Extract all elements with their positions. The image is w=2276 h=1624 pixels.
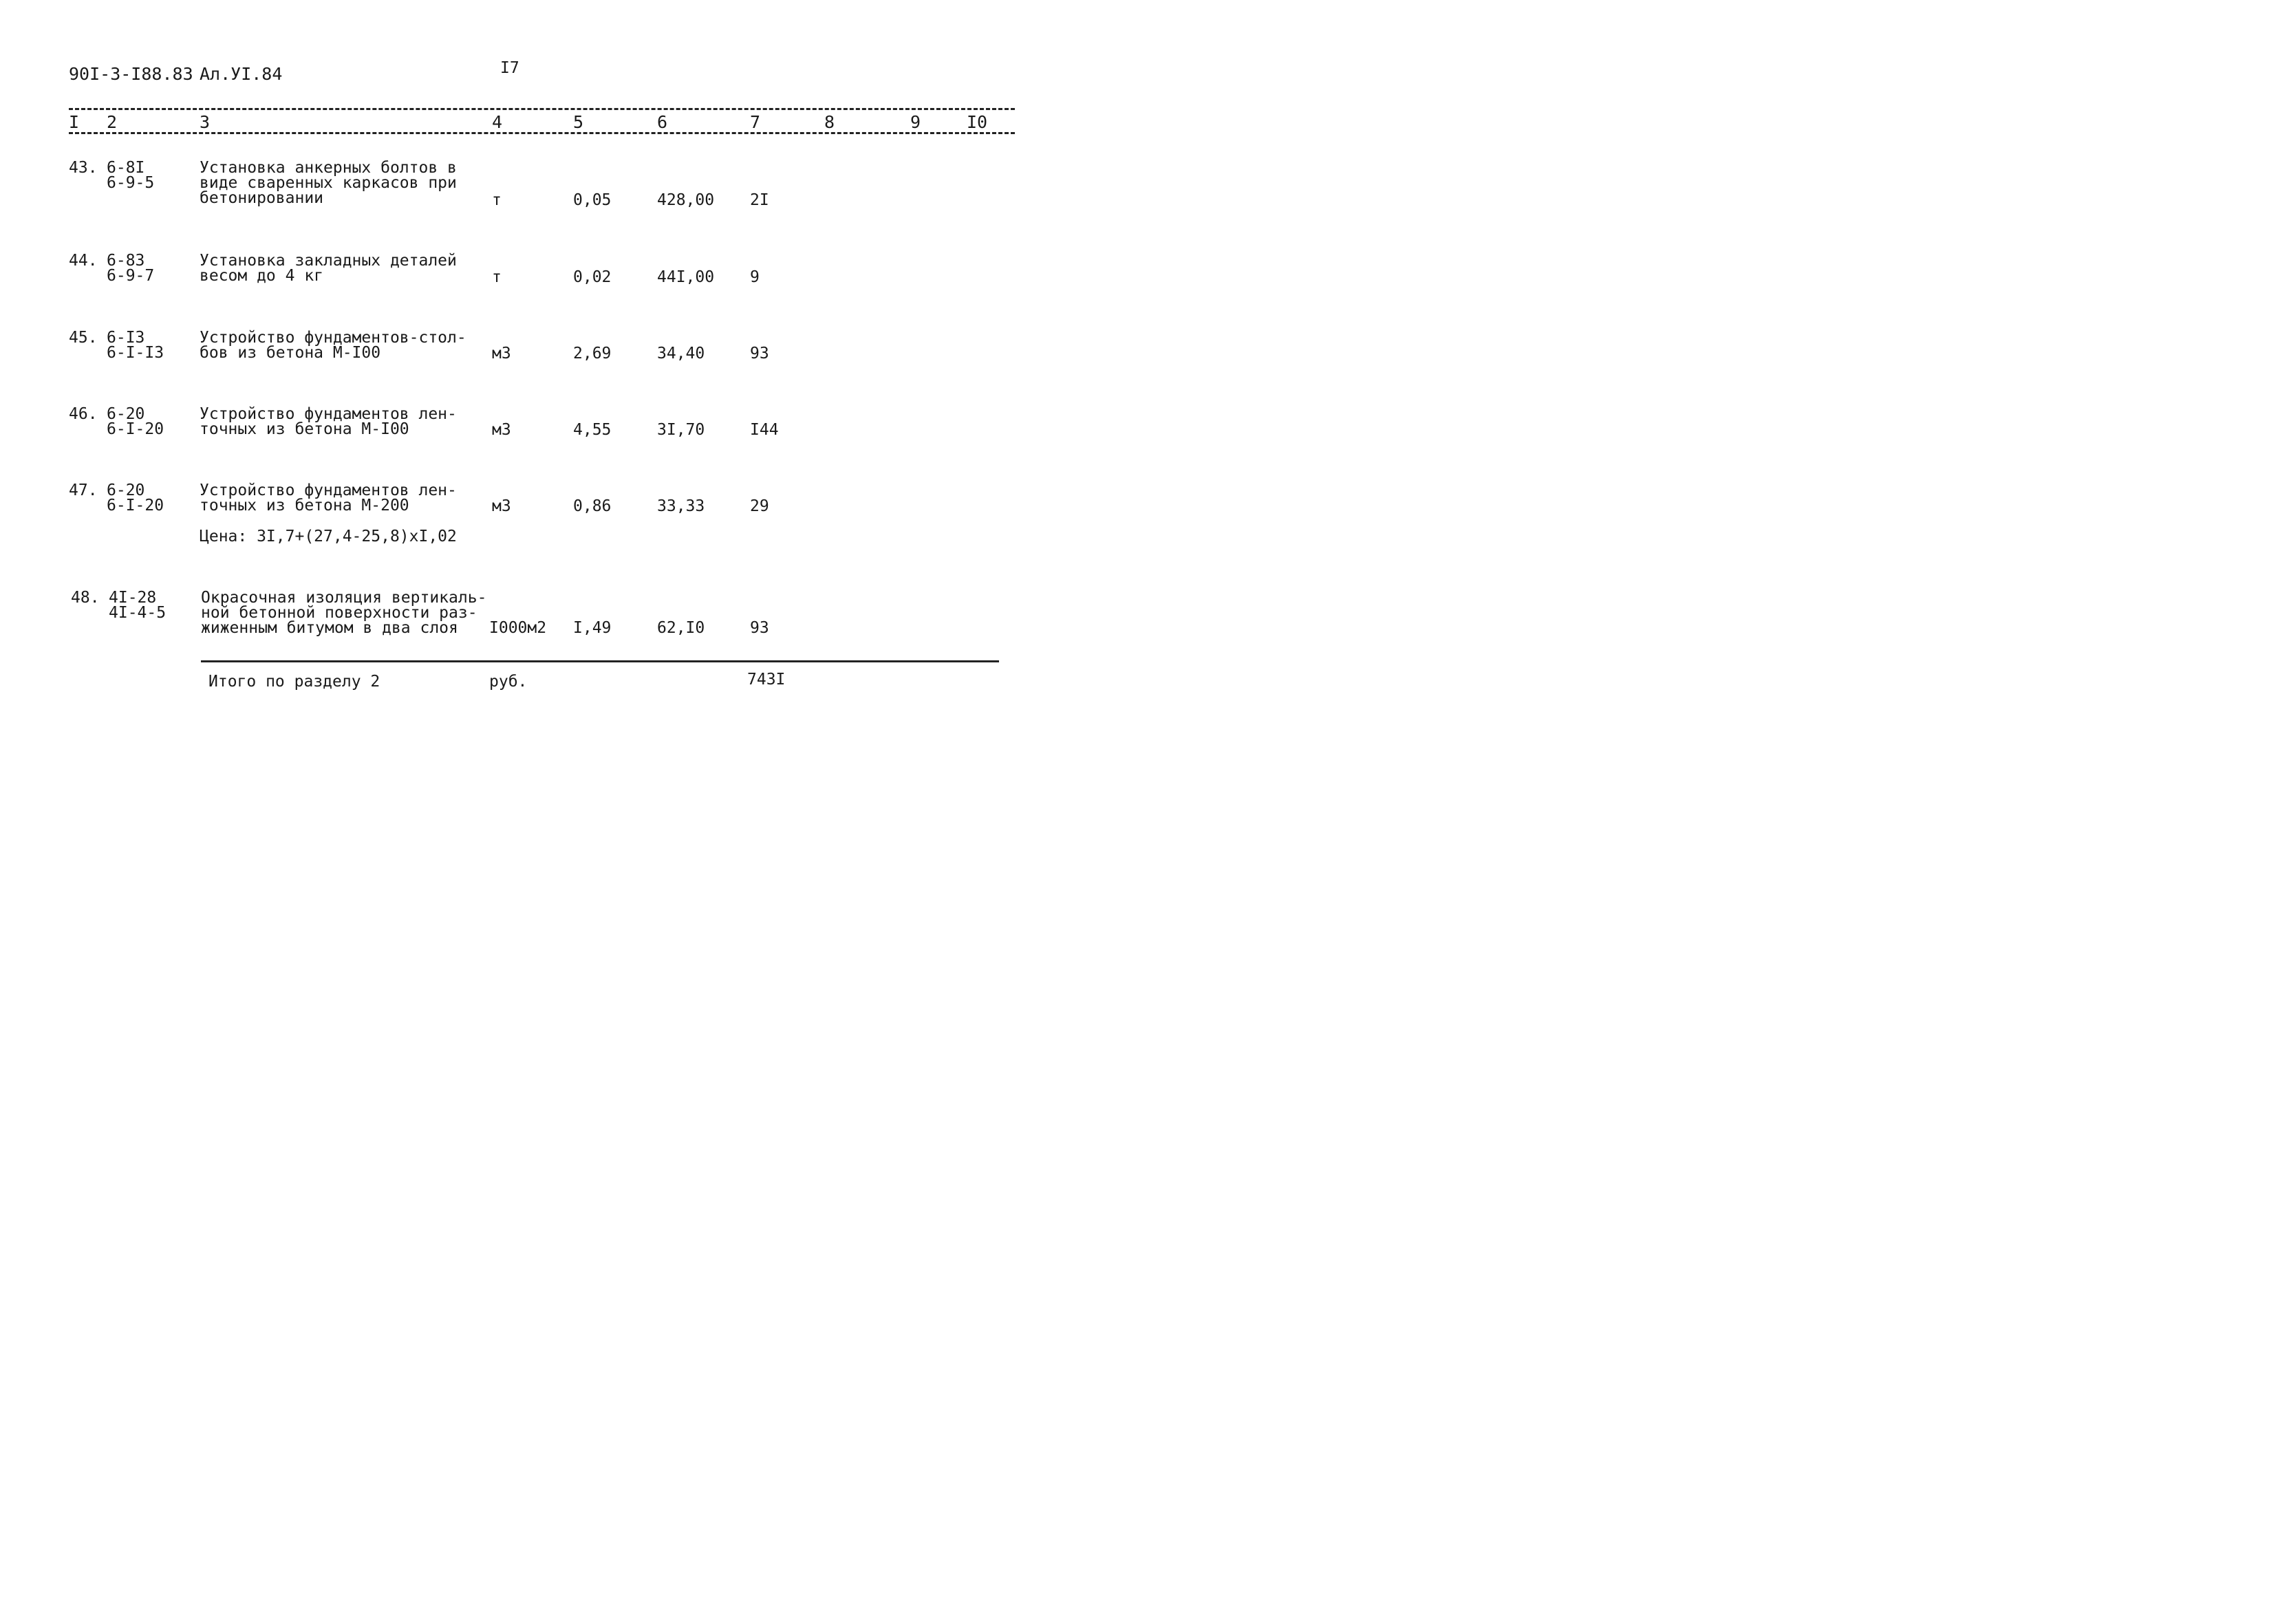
quantity: 4,55	[573, 421, 612, 439]
price-formula-note: Цена: 3I,7+(27,4-25,8)xI,02	[200, 528, 457, 545]
description-line: бетонировании	[200, 189, 324, 207]
work-description	[201, 590, 486, 636]
norm-code-secondary: 6-9-5	[107, 174, 155, 192]
work-description	[200, 160, 457, 206]
norm-code-secondary: 6-9-7	[107, 267, 155, 285]
quantity: I,49	[573, 619, 612, 637]
norm-code: 4I-28	[109, 589, 157, 607]
description-line: Установка закладных деталей	[200, 252, 457, 270]
work-description	[200, 330, 466, 360]
unit: м3	[492, 345, 511, 362]
row-number: 48.	[71, 589, 100, 607]
row-number: 44.	[69, 252, 98, 270]
description-line: жиженным битумом в два слоя	[201, 619, 458, 637]
column-number-9: 9	[910, 112, 921, 132]
column-number-2: 2	[107, 112, 118, 132]
row-number: 45.	[69, 329, 98, 347]
norm-code: 6-8I	[107, 159, 145, 177]
description-line: Установка анкерных болтов в	[200, 159, 457, 177]
column-number-10: I0	[967, 112, 988, 132]
unit: м3	[492, 421, 511, 439]
work-description	[200, 407, 457, 437]
header-bottom-rule	[69, 132, 1015, 134]
column-number-6: 6	[657, 112, 668, 132]
norm-code: 6-I3	[107, 329, 145, 347]
row-number: 43.	[69, 159, 98, 177]
quantity: 0,86	[573, 497, 612, 515]
total-cost: 9	[750, 268, 760, 286]
column-number-1: I	[69, 112, 80, 132]
unit: т	[492, 268, 502, 286]
norm-code-secondary: 6-I-20	[107, 420, 164, 438]
row-number: 46.	[69, 405, 98, 423]
quantity: 0,05	[573, 191, 612, 209]
summary-label: Итого по разделу 2	[208, 673, 380, 691]
row-number: 47.	[69, 481, 98, 499]
column-number-7: 7	[750, 112, 761, 132]
description-line: точных из бетона М-I00	[200, 420, 409, 438]
summary-rule	[201, 660, 999, 662]
unit: м3	[492, 497, 511, 515]
unit: I000м2	[489, 619, 547, 637]
column-number-5: 5	[573, 112, 584, 132]
document-code: 90I-3-I88.83	[69, 64, 193, 84]
description-line: Устройство фундаментов лен-	[200, 405, 457, 423]
work-description	[200, 483, 457, 513]
description-line: весом до 4 кг	[200, 267, 324, 285]
norm-code: 6-20	[107, 405, 145, 423]
description-line: Окрасочная изоляция вертикаль-	[201, 589, 487, 607]
unit-price: 62,I0	[657, 619, 705, 637]
description-line: Устройство фундаментов лен-	[200, 481, 457, 499]
total-cost: 2I	[750, 191, 769, 209]
description-line: ной бетонной поверхности раз-	[201, 604, 477, 622]
description-line: точных из бетона М-200	[200, 497, 409, 515]
norm-code-secondary: 6-I-20	[107, 497, 164, 515]
norm-code: 6-83	[107, 252, 145, 270]
unit: т	[492, 191, 502, 209]
unit-price: 3I,70	[657, 421, 705, 439]
total-cost: I44	[750, 421, 779, 439]
column-number-8: 8	[824, 112, 835, 132]
total-cost: 93	[750, 619, 769, 637]
quantity: 2,69	[573, 345, 612, 362]
norm-code-secondary: 4I-4-5	[109, 604, 167, 622]
column-number-4: 4	[492, 112, 503, 132]
description-line: Устройство фундаментов-стол-	[200, 329, 466, 347]
norm-code-secondary: 6-I-I3	[107, 344, 164, 362]
total-cost: 29	[750, 497, 769, 515]
page-number: I7	[500, 59, 519, 77]
unit-price: 428,00	[657, 191, 715, 209]
summary-total: 743I	[747, 671, 786, 689]
column-number-3: 3	[200, 112, 211, 132]
description-line: бов из бетона М-I00	[200, 344, 381, 362]
unit-price: 44I,00	[657, 268, 715, 286]
unit-price: 34,40	[657, 345, 705, 362]
album-number: Ал.УI.84	[200, 64, 283, 84]
summary-unit: руб.	[489, 673, 528, 691]
unit-price: 33,33	[657, 497, 705, 515]
norm-code: 6-20	[107, 481, 145, 499]
work-description	[200, 253, 457, 283]
description-line: виде сваренных каркасов при	[200, 174, 457, 192]
quantity: 0,02	[573, 268, 612, 286]
total-cost: 93	[750, 345, 769, 362]
header-top-rule	[69, 108, 1015, 110]
